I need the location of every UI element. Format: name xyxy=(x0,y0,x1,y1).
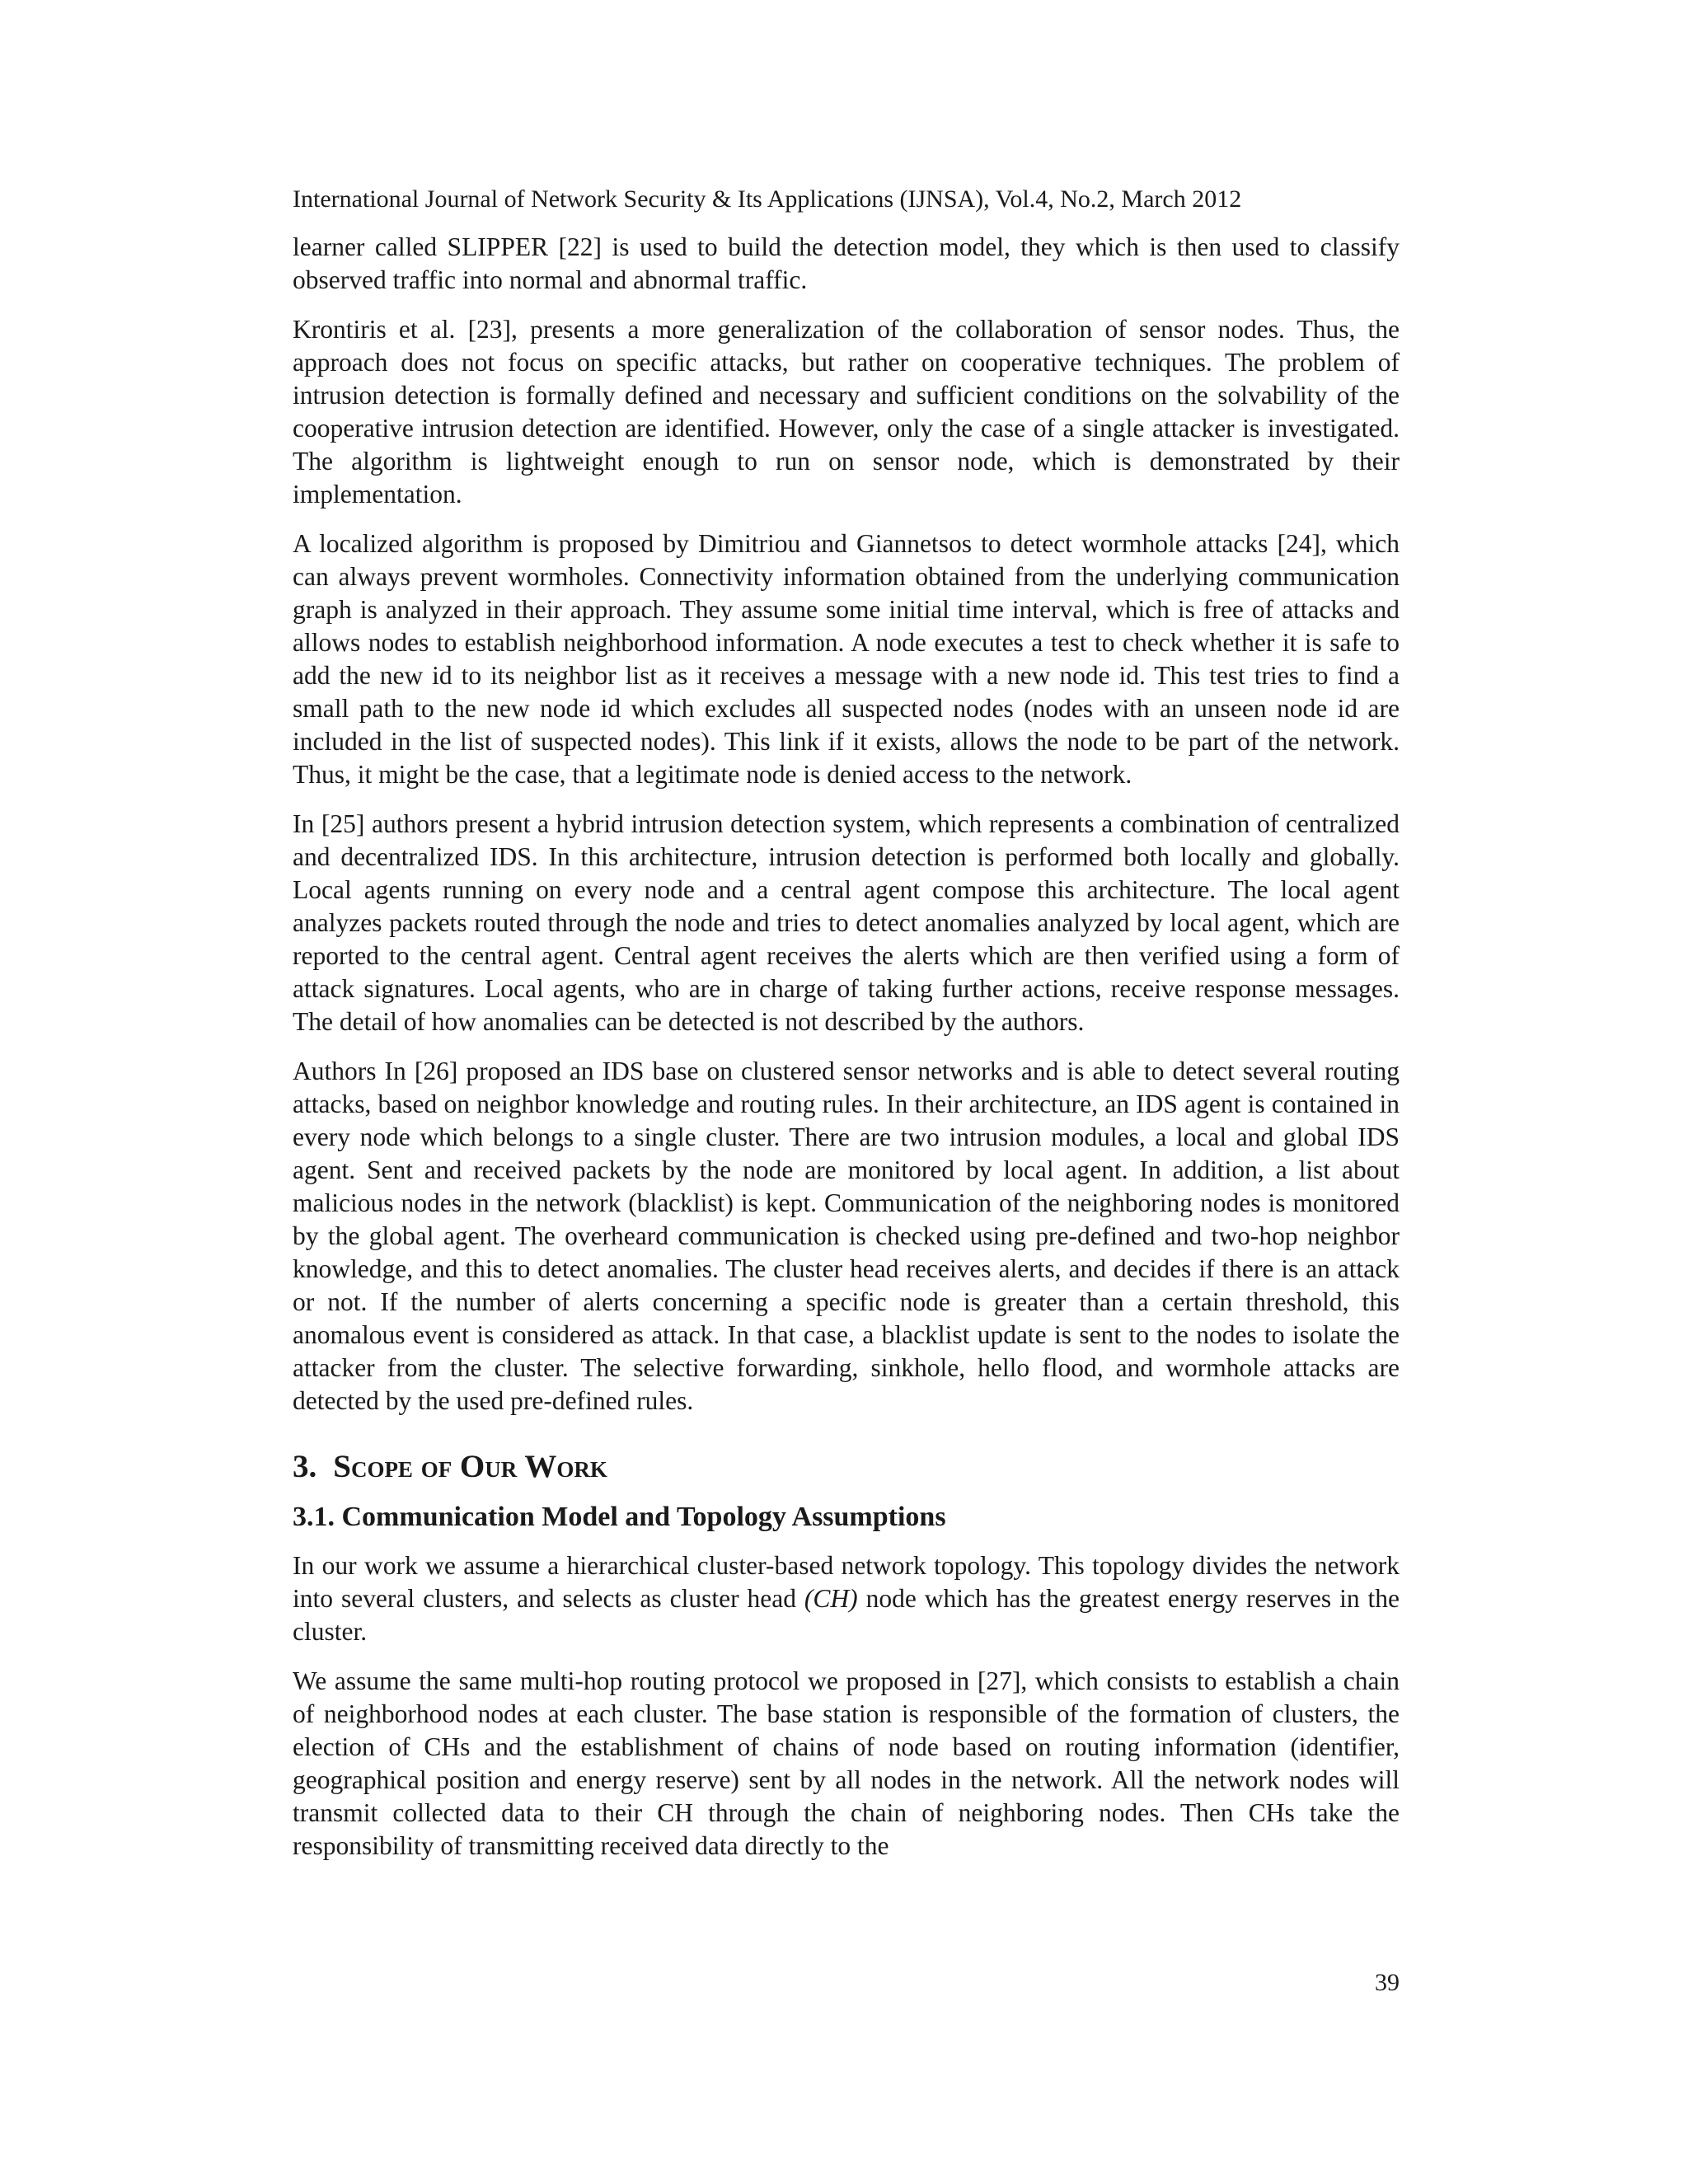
section-heading xyxy=(293,1446,1400,1488)
section-number: 3. xyxy=(293,1449,317,1484)
running-header: International Journal of Network Security & Its Applications (IJNSA), Vol.4, No.2, March 2012 xyxy=(293,185,1242,213)
paragraph-clustered-ids: Authors In [26] proposed an IDS base on clustered sensor networks and is able to detect several routing attacks, based on neighbor knowledge and routing rules. In their architecture, an IDS agent is contained in every node which belongs to a single cluster. There are two intrusion modules, a local and global IDS agent. Sent and received packets by the node are monitored by local agent. In addition, a list about malicious nodes in the network (blacklist) is kept. Communication of the neighboring nodes is monitored by the global agent. The overheard communication is checked using pre-defined and two-hop neighbor knowledge, and this to detect anomalies. The cluster head receives alerts, and decides if there is an attack or not. If the number of alerts concerning a specific node is greater than a certain threshold, this anomalous event is considered as attack. In that case, a blacklist update is sent to the nodes to isolate the attacker from the cluster. The selective forwarding, sinkhole, hello flood, and wormhole attacks are detected by the used pre-defined rules. xyxy=(293,1057,1400,1415)
paragraph-routing: We assume the same multi-hop routing protocol we proposed in [27], which consists to establish a chain of neighborhood nodes at each cluster. The base station is responsible of the formation of clusters, the election of CHs and the establishment of chains of node based on routing information (identifier, geographical position and energy reserve) sent by all nodes in the network. All the network nodes will transmit collected data to their CH through the chain of neighboring nodes. Then CHs take the responsibility of transmitting received data directly to the xyxy=(293,1666,1400,1860)
main-content xyxy=(293,231,1400,1879)
paragraph-krontiris: Krontiris et al. [23], presents a more generalization of the collaboration of sensor nodes. Thus, the approach does not focus on specific attacks, but rather on cooperative techniques. The problem of intrusion detection is formally defined and necessary and sufficient conditions on the solvability of the cooperative intrusion detection are identified. However, only the case of a single attacker is investigated. The algorithm is lightweight enough to run on sensor node, which is demonstrated by their implementation. xyxy=(293,315,1400,509)
section-title: Scope of Our Work xyxy=(333,1449,607,1484)
paragraph-topology-end: node which has the greatest energy reserves in the cluster. xyxy=(293,1584,1400,1646)
paragraph-wormhole: A localized algorithm is proposed by Dimitriou and Giannetsos to detect wormhole attacks [24], which can always prevent wormholes. Connectivity information obtained from the underlying communication graph is analyzed in their approach. They assume some initial time interval, which is free of attacks and allows nodes to establish neighborhood information. A node executes a test to check whether it is safe to add the new id to its neighbor list as it receives a message with a new node id. This test tries to find a small path to the new node id which excludes all suspected nodes (nodes with an unseen node id are included in the list of suspected nodes). This link if it exists, allows the node to be part of the network. Thus, it might be the case, that a legitimate node is denied access to the network. xyxy=(293,529,1400,789)
paragraph-topology xyxy=(293,1549,1400,1648)
paragraph-hybrid-ids: In [25] authors present a hybrid intrusion detection system, which represents a combination of centralized and decentralized IDS. In this architecture, intrusion detection is performed both locally and globally. Local agents running on every node and a central agent compose this architecture. The local agent analyzes packets routed through the node and tries to detect anomalies analyzed by local agent, which are reported to the central agent. Central agent receives the alerts which are then verified using a form of attack signatures. Local agents, who are in charge of taking further actions, receive response messages. The detail of how anomalies can be detected is not described by the authors. xyxy=(293,809,1400,1036)
subsection-heading: 3.1. Communication Model and Topology Assumptions xyxy=(293,1502,946,1532)
cluster-head-abbrev: (CH) xyxy=(804,1584,858,1613)
paragraph-topology-start: In our work we assume a hierarchical cluster-based network topology. This topology divides the network into several clusters, and selects as cluster head xyxy=(293,1551,1400,1613)
page-number: 39 xyxy=(1375,1969,1400,1996)
paragraph-slipper: learner called SLIPPER [22] is used to build the detection model, they which is then used to classify observed traffic into normal and abnormal traffic. xyxy=(293,232,1400,294)
